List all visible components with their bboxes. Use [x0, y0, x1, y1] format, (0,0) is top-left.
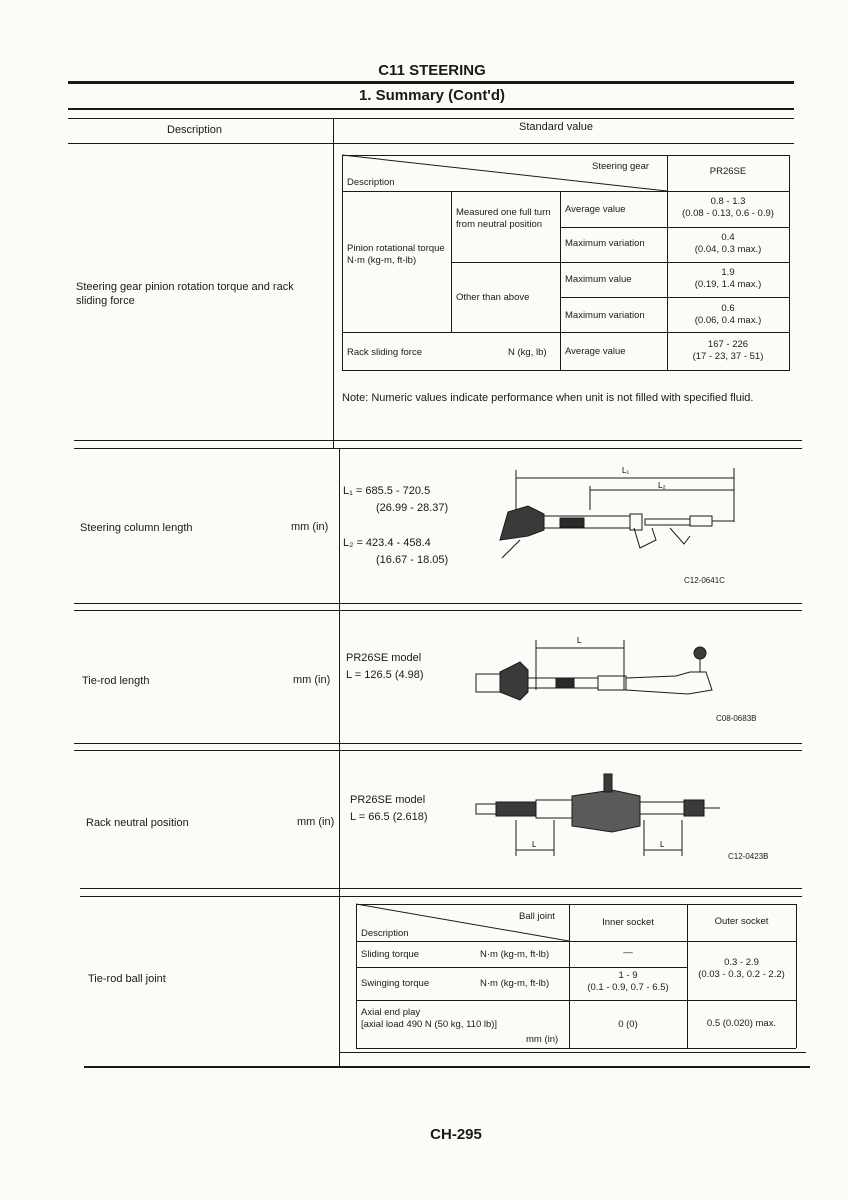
section-title: 1. Summary (Cont'd)	[358, 87, 506, 104]
row5-label: Tie-rod ball joint	[88, 973, 166, 985]
bj-torque-outer: 0.3 - 2.9 (0.03 - 0.3, 0.2 - 2.2)	[698, 957, 785, 980]
row4-unit: mm (in)	[297, 816, 335, 828]
rack-sliding-label: Rack sliding force	[347, 347, 422, 358]
row2-unit: mm (in)	[291, 521, 329, 533]
tie-rod-model: PR26SE model	[346, 652, 422, 664]
rack-sliding-unit: N (kg, lb)	[508, 347, 547, 358]
rack-fig-l-right: L	[660, 840, 665, 849]
item-average: Average value	[565, 204, 626, 215]
rack-average-value: 167 - 226 (17 - 23, 37 - 51)	[692, 339, 764, 362]
fig-l2-label: L₂	[658, 481, 666, 490]
bj-axial-label: Axial end play [axial load 490 N (50 kg, 110 lb)]	[361, 1007, 498, 1030]
bj-swinging-unit: N·m (kg-m, ft-lb)	[480, 978, 550, 989]
rack-fig-l-left: L	[532, 840, 537, 849]
row3-label: Tie-rod length	[82, 675, 150, 687]
rack-average-item: Average value	[565, 346, 626, 357]
condition-other: Other than above	[456, 292, 530, 303]
bottom-rule-1	[340, 1052, 806, 1053]
row4-label: Rack neutral position	[86, 817, 189, 829]
corner-description: Description	[347, 177, 395, 188]
item-max-variation-1: Maximum variation	[565, 238, 645, 249]
rack-model: PR26SE model	[350, 794, 426, 806]
model-header: PR26SE	[709, 166, 747, 177]
fig-l1-label: L₁	[622, 466, 630, 475]
l2-value: L₂ = 423.4 - 458.4	[343, 537, 431, 549]
bj-axial-outer: 0.5 (0.020) max.	[706, 1018, 777, 1029]
bj-sliding-label: Sliding torque	[361, 949, 420, 960]
bj-axial-inner: 0 (0)	[618, 1019, 638, 1030]
value-max-variation-1: 0.4 (0.04, 0.3 max.)	[694, 232, 762, 255]
condition-one-turn: Measured one full turn from neutral position	[456, 207, 551, 230]
value-max-variation-2: 0.6 (0.06, 0.4 max.)	[694, 303, 762, 326]
bj-col-outer: Outer socket	[714, 916, 769, 927]
column-fig-code: C12-0641C	[684, 576, 725, 585]
rack-value: L = 66.5 (2.618)	[350, 811, 428, 823]
item-max-variation-2: Maximum variation	[565, 310, 645, 321]
row3-unit: mm (in)	[293, 674, 331, 686]
bj-swinging-label: Swinging torque	[361, 978, 430, 989]
bj-corner-bottom: Description	[361, 928, 409, 939]
corner-steering-gear: Steering gear	[592, 161, 650, 172]
chapter-title: C11 STEERING	[378, 62, 486, 79]
col-description-head: Description	[167, 124, 223, 136]
fluid-note: Note: Numeric values indicate performance when unit is not filled with specified fluid.	[342, 392, 754, 404]
value-max-value: 1.9 (0.19, 1.4 max.)	[694, 267, 762, 290]
bj-col-inner: Inner socket	[602, 917, 654, 928]
value-average: 0.8 - 1.3 (0.08 - 0.13, 0.6 - 0.9)	[682, 196, 774, 219]
tie-rod-fig-l: L	[577, 636, 582, 645]
bj-sliding-unit: N·m (kg-m, ft-lb)	[480, 949, 550, 960]
bj-swinging-inner: 1 - 9 (0.1 - 0.9, 0.7 - 6.5)	[587, 970, 669, 993]
col-standard-head: Standard value	[519, 121, 593, 133]
l1-value: L₁ = 685.5 - 720.5	[343, 485, 431, 497]
pinion-group-label: Pinion rotational torque N·m (kg-m, ft-lb)	[347, 243, 445, 266]
row2-label: Steering column length	[80, 522, 193, 534]
bj-sliding-inner: —	[623, 947, 633, 958]
l2-inches: (16.67 - 18.05)	[376, 554, 449, 566]
bj-corner-top: Ball joint	[519, 911, 555, 922]
item-max-value: Maximum value	[565, 274, 632, 285]
tie-rod-value: L = 126.5 (4.98)	[346, 669, 424, 681]
bottom-rule-2	[84, 1066, 810, 1068]
l1-inches: (26.99 - 28.37)	[376, 502, 449, 514]
tie-rod-fig-code: C08-0683B	[716, 714, 757, 723]
rack-fig-code: C12-0423B	[728, 852, 769, 861]
page-number: CH-295	[430, 1126, 482, 1143]
bj-axial-unit: mm (in)	[526, 1034, 559, 1045]
row1-label: Steering gear pinion rotation torque and rack sliding force	[76, 281, 294, 307]
